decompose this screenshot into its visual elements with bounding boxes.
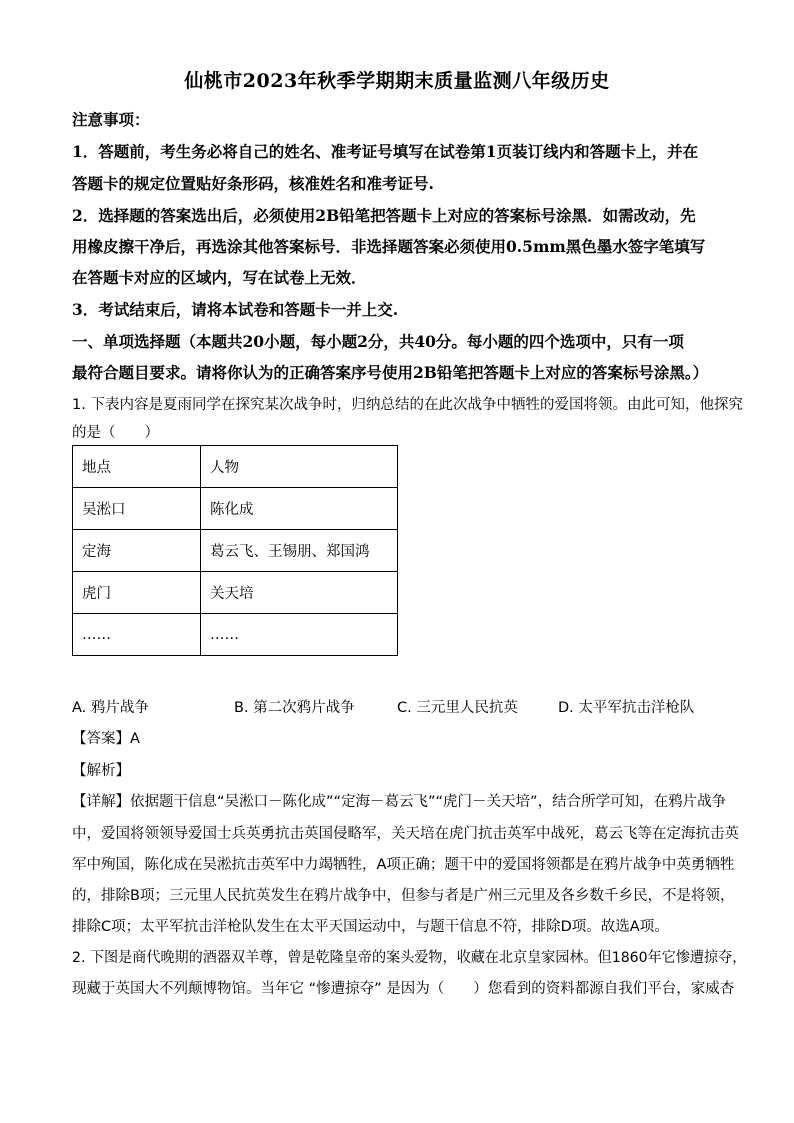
question-2-stem: 现藏于英国大不列颠博物馆。当年它 “惨遭掠夺” 是因为（ ）您看到的资料都源自我们平台，家威杏 — [72, 981, 735, 997]
notice-heading: 注意事项： — [72, 110, 150, 129]
table-cell: 葛云飞、王锡朋、郑国鸿 — [201, 530, 398, 572]
detail-line: 军中殉国，陈化成在吴淞抗击英军中力竭牺牲，A项正确；题干中的爱国将领都是在鸦片战争中英勇牺牲 — [72, 857, 735, 873]
detail-line: 中，爱国将领领导爱国士兵英勇抗击英国侵略军，关天培在虎门抗击英军中战死，葛云飞等在定海抗击英 — [72, 826, 739, 842]
table-cell: …… — [201, 614, 398, 656]
option-b: B. 第二次鸦片战争 — [234, 700, 355, 716]
notice-line: 用橡皮擦干净后，再选涂其他答案标号．非选择题答案必须使用0.5mm黑色墨水签字笔填写 — [72, 237, 706, 256]
analysis-label: 【解析】 — [72, 763, 130, 779]
notice-line: 1．答题前，考生务必将自己的姓名、准考证号填写在试卷第1页装订线内和答题卡上，并在 — [72, 142, 699, 161]
table-header-cell: 地点 — [73, 446, 201, 488]
table-cell: 陈化成 — [201, 488, 398, 530]
answer-label: 【答案】A — [72, 731, 140, 747]
table-cell: 定海 — [73, 530, 201, 572]
table-row — [73, 614, 398, 656]
option-d: D. 太平军抗击洋枪队 — [558, 700, 695, 716]
detail-line: 的，排除B项；三元里人民抗英发生在鸦片战争中，但参与者是广州三元里及各乡数千乡民，不是将领， — [72, 888, 735, 904]
table-cell: …… — [73, 614, 201, 656]
table-row — [73, 572, 398, 614]
notice-line: 3．考试结束后，请将本试卷和答题卡一并上交. — [72, 300, 399, 319]
question-1-table — [72, 445, 398, 656]
question-1-stem: 1. 下表内容是夏雨同学在探究某次战争时，归纳总结的在此次战争中牺牲的爱国将领。由此可知，他探究 — [72, 397, 743, 413]
table-cell: 虎门 — [73, 572, 201, 614]
page-title: 仙桃市2023年秋季学期期末质量监测八年级历史 — [184, 70, 610, 92]
table-header-row — [73, 446, 398, 488]
section-instruction: 最符合题目要求。请将你认为的正确答案序号使用2B铅笔把答题卡上对应的答案标号涂黑。） — [72, 363, 709, 382]
table-cell: 吴淞口 — [73, 488, 201, 530]
notice-line: 答题卡的规定位置贴好条形码，核准姓名和准考证号. — [72, 174, 434, 193]
table-cell: 关天培 — [201, 572, 398, 614]
detail-line: 排除C项；太平军抗击洋枪队发生在太平天国运动中，与题干信息不符，排除D项。故选A项。 — [72, 919, 669, 935]
table-header-cell: 人物 — [201, 446, 398, 488]
table-row — [73, 488, 398, 530]
option-a: A. 鸦片战争 — [72, 700, 149, 716]
question-1-stem: 的是（ ） — [72, 425, 159, 441]
section-heading: 一、单项选择题（本题共20小题，每小题2分，共40分。每小题的四个选项中，只有一项 — [72, 332, 684, 351]
notice-line: 在答题卡对应的区域内，写在试卷上无效． — [72, 268, 367, 287]
option-c: C. 三元里人民抗英 — [397, 700, 518, 716]
question-2-stem: 2. 下图是商代晚期的酒器双羊尊，曾是乾隆皇帝的案头爱物，收藏在北京皇家园林。但1860年它惨遭掠夺， — [72, 950, 747, 966]
table-row — [73, 530, 398, 572]
detail-line: 【详解】依据题干信息“吴淞口－陈化成”“定海－葛云飞”“虎门－关天培”，结合所学可知，在鸦片战争 — [72, 794, 727, 810]
notice-line: 2．选择题的答案选出后，必须使用2B铅笔把答题卡上对应的答案标号涂黑．如需改动，先 — [72, 206, 696, 225]
